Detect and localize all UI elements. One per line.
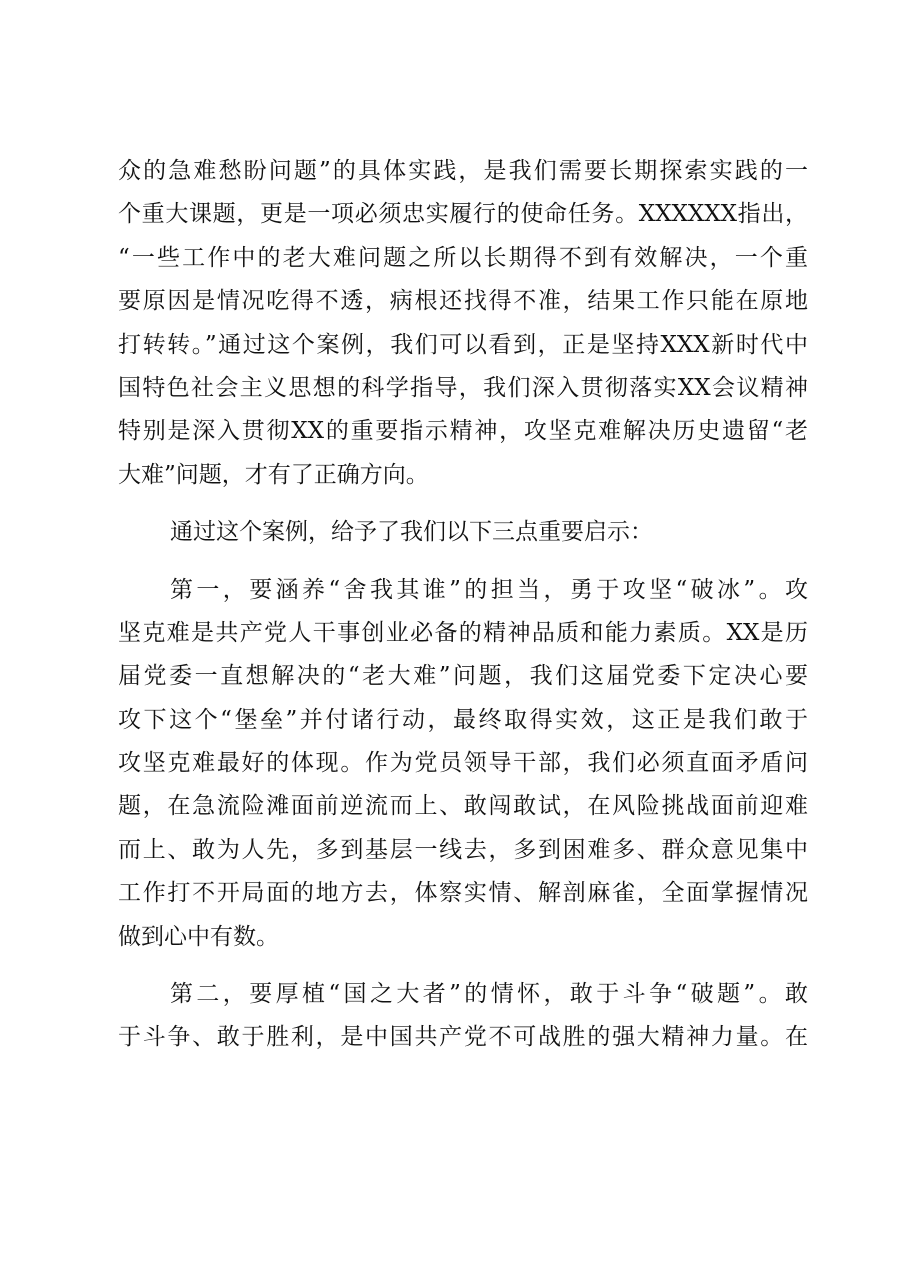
paragraph-line: 要原因是情况吃得不透，病根还找得不准，结果工作只能在原地: [118, 288, 808, 315]
paragraph-2: [118, 511, 808, 554]
paragraph-spacer: [118, 959, 808, 973]
paragraph-line: 第二，要厚植“国之大者”的情怀，敢于斗争“破题”。敢: [170, 981, 808, 1008]
paragraph-line: 坚克难是共产党人干事创业必备的精神品质和能力素质。XX是历: [118, 619, 808, 646]
paragraph-line: 题，在急流险滩面前逆流而上、敢闯敢试，在风险挑战面前迎难: [118, 793, 808, 820]
document-body: [118, 150, 808, 1060]
paragraph-line: 而上、敢为人先，多到基层一线去，多到困难多、群众意见集中: [118, 836, 808, 863]
paragraph-line: 工作打不开局面的地方去，体察实情、解剖麻雀，全面掌握情况: [118, 880, 808, 907]
paragraph-line: 个重大课题，更是一项必须忠实履行的使命任务。XXXXXX指出，: [118, 201, 808, 228]
paragraph-line: 国特色社会主义思想的科学指导，我们深入贯彻落实XX会议精神: [118, 374, 808, 401]
paragraph-line: 第一，要涵养“舍我其谁”的担当，勇于攻坚“破冰”。攻: [170, 576, 808, 603]
paragraph-line: “一些工作中的老大难问题之所以长期得不到有效解决，一个重: [118, 244, 808, 271]
paragraph-line: 攻下这个“堡垒”并付诸行动，最终取得实效，这正是我们敢于: [118, 706, 808, 733]
paragraph-spacer: [118, 555, 808, 569]
paragraph-spacer: [118, 497, 808, 511]
paragraph-line: 攻坚克难最好的体现。作为党员领导干部，我们必须直面矛盾问: [118, 750, 808, 777]
paragraph-line: 通过这个案例，给予了我们以下三点重要启示：: [170, 519, 653, 546]
paragraph-line: 众的急难愁盼问题”的具体实践，是我们需要长期探索实践的一: [118, 158, 808, 184]
paragraph-line: 大难”问题，才有了正确方向。: [118, 461, 429, 488]
paragraph-line: 届党委一直想解决的“老大难”问题，我们这届党委下定决心要: [118, 663, 808, 690]
paragraph-line: 做到心中有数。: [118, 923, 279, 950]
paragraph-line: 打转转。”通过这个案例，我们可以看到，正是坚持XXX新时代中: [118, 331, 808, 358]
paragraph-3: [118, 569, 808, 960]
paragraph-line: 特别是深入贯彻XX的重要指示精神，攻坚克难解决历史遗留“老: [118, 418, 808, 445]
paragraph-1: [118, 150, 808, 497]
paragraph-4: [118, 973, 808, 1060]
paragraph-line: 于斗争、敢于胜利，是中国共产党不可战胜的强大精神力量。在: [118, 1024, 808, 1051]
